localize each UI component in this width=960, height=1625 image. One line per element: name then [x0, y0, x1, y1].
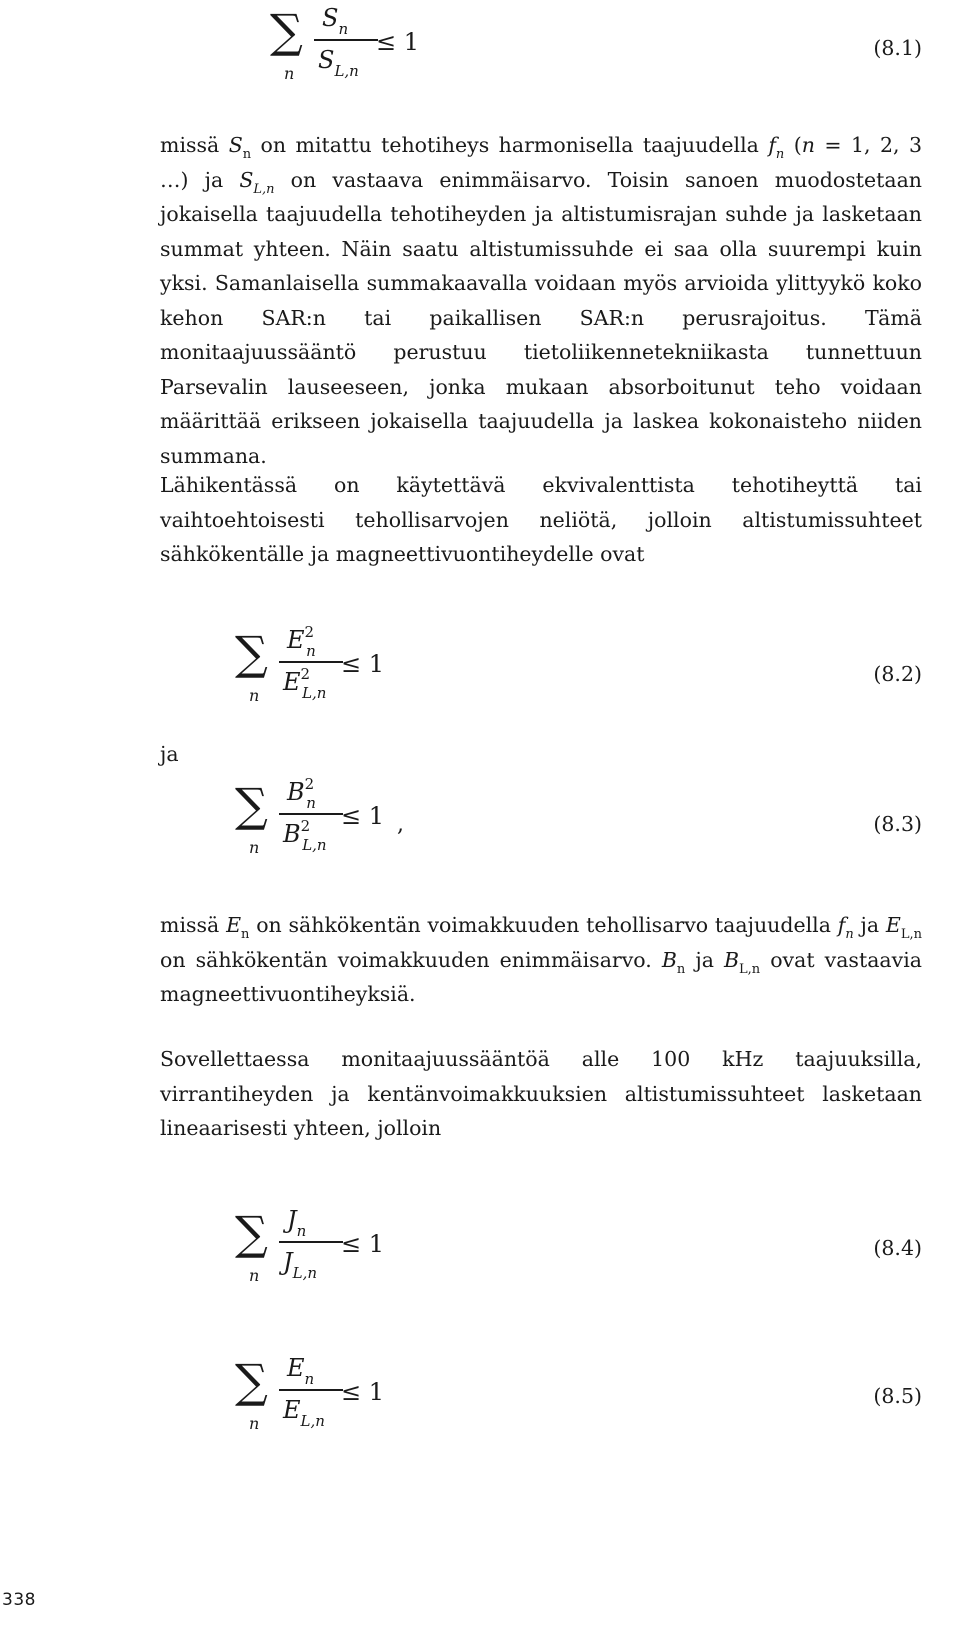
equation-8-3 — [235, 775, 922, 872]
sum-symbol: ∑ — [235, 1354, 268, 1408]
fraction-denominator: $E^2_{L,n}$ — [283, 665, 327, 702]
fraction-bar — [279, 1389, 343, 1391]
equation-number: (8.4) — [873, 1236, 922, 1260]
paragraph-4: Sovellettaessa monitaajuussääntöä alle 100 kHz taajuuksilla, virrantiheyden ja kentänvoimakkuuksien altistumissuhteet lasketaan lineaarisesti yhteen, jolloin — [160, 1047, 922, 1140]
sum-symbol: ∑ — [235, 626, 268, 680]
relation: ≤ 1 — [341, 1230, 385, 1258]
equation-number: (8.5) — [873, 1384, 922, 1408]
equation-number: (8.3) — [873, 812, 922, 836]
equation-8-1 — [270, 4, 922, 98]
fraction-denominator: $J_{L,n}$ — [283, 1248, 318, 1282]
equation-number: (8.2) — [873, 662, 922, 686]
relation: ≤ 1 — [341, 650, 385, 678]
sum-symbol: ∑ — [235, 1206, 268, 1260]
fraction-denominator: $B^2_{L,n}$ — [283, 817, 327, 854]
sum-index: n — [249, 1266, 260, 1285]
equation-number: (8.1) — [873, 36, 922, 60]
equation-8-4 — [235, 1206, 922, 1300]
fraction-numerator: $B^2_n$ — [287, 775, 316, 812]
fraction-bar — [279, 813, 343, 815]
fraction-bar — [279, 1241, 343, 1243]
fraction-numerator: $J_n$ — [287, 1206, 307, 1240]
paragraph-2: Lähikentässä on käytettävä ekvivalenttista tehotiheyttä tai vaihtoehtoisesti tehollisarvojen neliötä, jolloin altistumissuhteet sähkökentälle ja magneettivuontiheydelle ovat — [160, 473, 922, 566]
sum-index: n — [284, 64, 295, 83]
fraction-numerator: $S_n$ — [322, 4, 349, 38]
equation-8-5 — [235, 1354, 922, 1448]
sum-index: n — [249, 838, 260, 857]
page-number: 338 — [2, 1590, 36, 1610]
paragraph-1: missä $S_n$ on mitattu tehotiheys harmonisella taajuudella $f_n$ (n = 1, 2, 3 …) ja $S_{L,n}$ on vastaava enimmäisarvo. Toisin sanoen muodostetaan jokaisella taajuudella tehotiheyden ja altistumisrajan suhde ja lasketaan summat yhteen. Näin saatu altistumissuhde ei saa olla suurempi kuin yksi. Samanlaisella summakaavalla voidaan myös arvioida ylittyykö koko kehon SAR:n tai paikallisen SAR:n perusrajoitus. Tämä monitaajuussääntö perustuu tietoliikennetekniikasta tunnettuun Parsevalin lauseeseen, jonka mukaan absorboitunut teho voidaan määrittää erikseen jokaisella taajuudella ja laskea kokonaisteho niiden summana. — [160, 133, 923, 468]
relation: ≤ 1 — [341, 1378, 385, 1406]
fraction-denominator: $S_{L,n}$ — [318, 46, 359, 80]
sum-symbol: ∑ — [270, 4, 303, 58]
sum-index: n — [249, 686, 260, 705]
relation: ≤ 1 — [376, 28, 420, 56]
sum-symbol: ∑ — [235, 778, 268, 832]
fraction-denominator: $E_{L,n}$ — [283, 1396, 325, 1430]
fraction-bar — [314, 39, 378, 41]
fraction-numerator: $E_n$ — [287, 1354, 315, 1388]
connector-text: ja — [160, 742, 179, 766]
paragraph-3: missä $E_n$ on sähkökentän voimakkuuden tehollisarvo taajuudella $f_n$ ja $E_{L,n}$ on sähkökentän voimakkuuden enimmäisarvo. $B_n$ ja $B_{L,n}$ ovat vastaavia magneettivuontiheyksiä. — [160, 913, 923, 1006]
fraction-bar — [279, 661, 343, 663]
equation-suffix: , — [397, 812, 404, 837]
relation: ≤ 1 — [341, 802, 385, 830]
equation-8-2 — [235, 623, 922, 720]
sum-index: n — [249, 1414, 260, 1433]
fraction-numerator: $E^2_n$ — [287, 623, 316, 660]
